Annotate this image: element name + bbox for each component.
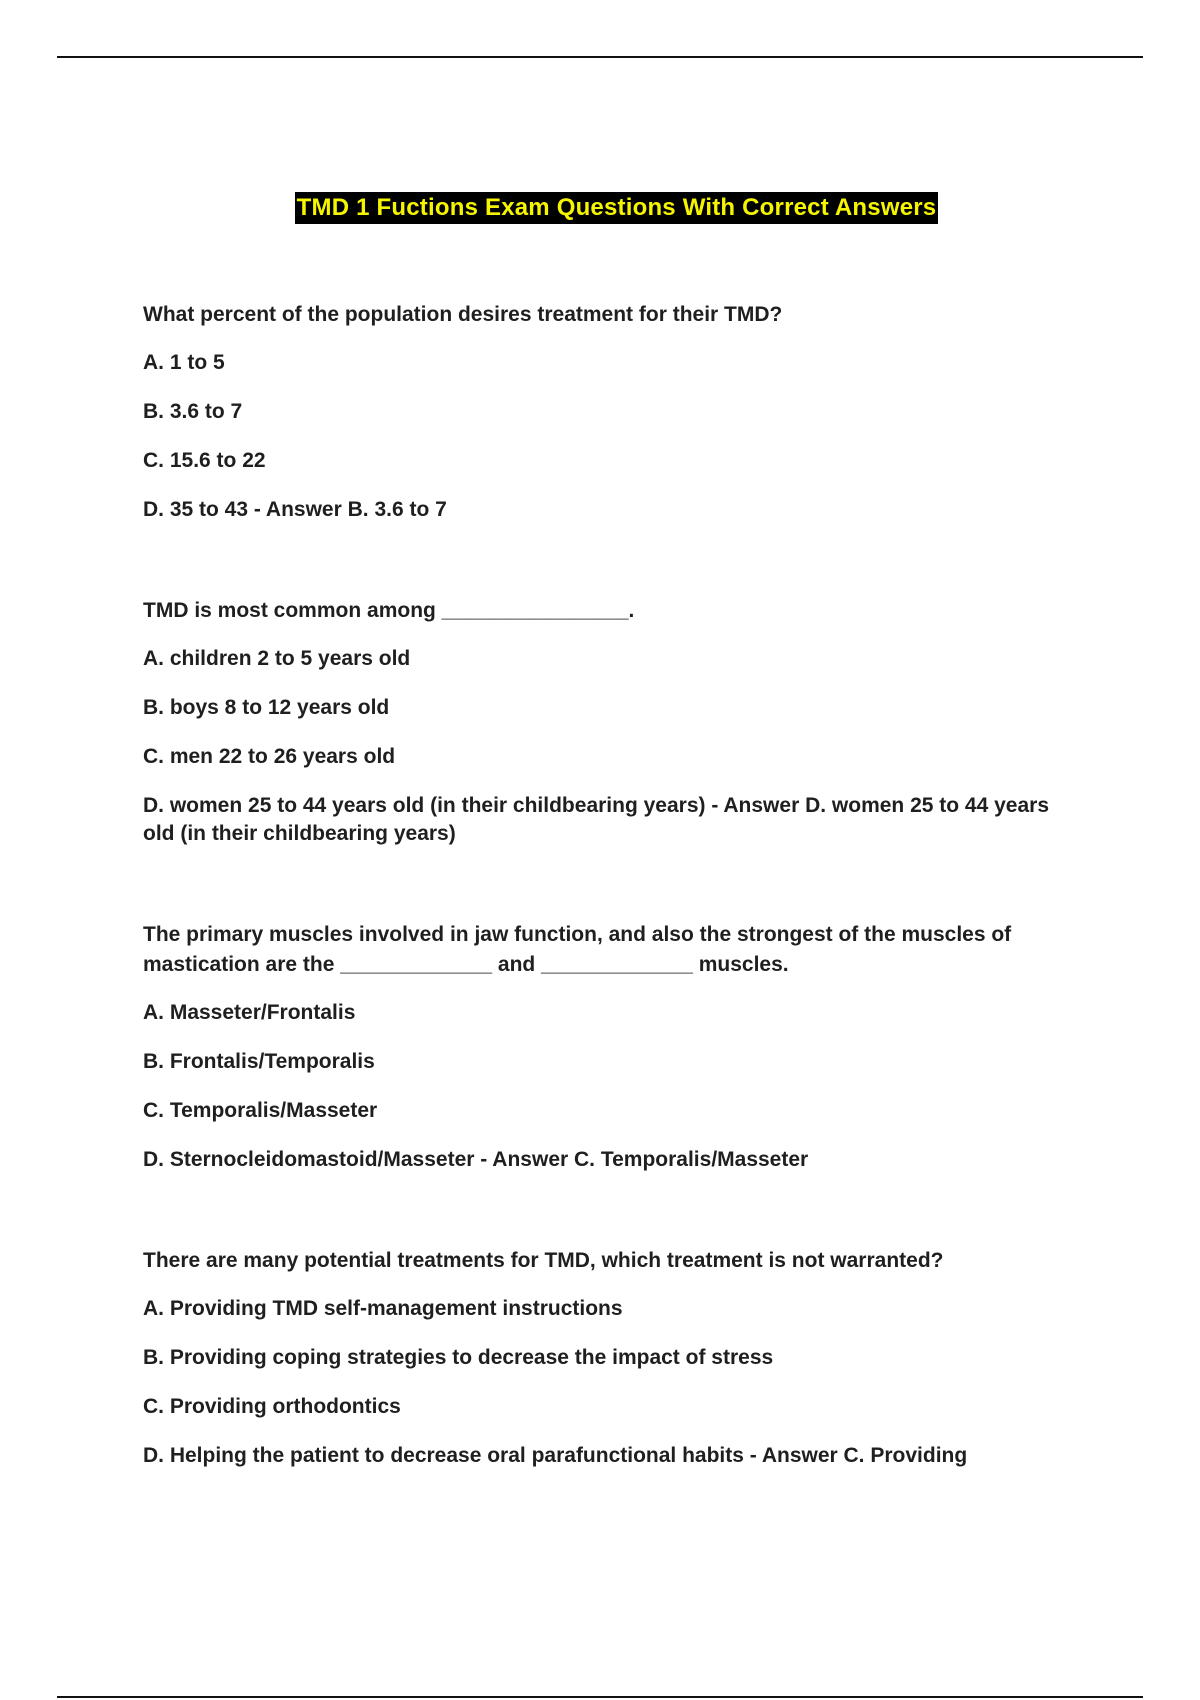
question-text: What percent of the population desires treatment for their TMD? xyxy=(143,303,783,326)
option-c: C. Providing orthodontics xyxy=(143,1395,401,1418)
option-a: A. children 2 to 5 years old xyxy=(143,647,411,670)
question-text: TMD is most common among ________________. xyxy=(143,599,635,622)
document-body xyxy=(143,300,1073,1542)
option-b: B. boys 8 to 12 years old xyxy=(143,696,390,719)
option-d-with-answer: D. women 25 to 44 years old (in their childbearing years) - Answer D. women 25 to 44 years old (in their childbearing years) xyxy=(143,794,1050,845)
option-c: C. Temporalis/Masseter xyxy=(143,1099,378,1122)
option-d-with-answer: D. Sternocleidomastoid/Masseter - Answer C. Temporalis/Masseter xyxy=(143,1148,809,1171)
question-text: The primary muscles involved in jaw function, and also the strongest of the muscles of mastication are the _____________ and _____________ muscles. xyxy=(143,923,1012,976)
option-a: A. Masseter/Frontalis xyxy=(143,1001,356,1024)
option-c: C. 15.6 to 22 xyxy=(143,449,266,472)
option-c: C. men 22 to 26 years old xyxy=(143,745,396,768)
option-b: B. 3.6 to 7 xyxy=(143,400,243,423)
question-block-2 xyxy=(143,596,1073,848)
question-block-4 xyxy=(143,1246,1073,1470)
title-container xyxy=(0,192,1200,224)
option-b: B. Providing coping strategies to decrease the impact of stress xyxy=(143,1346,774,1369)
question-text: There are many potential treatments for TMD, which treatment is not warranted? xyxy=(143,1249,944,1272)
option-a: A. Providing TMD self-management instructions xyxy=(143,1297,623,1320)
question-block-1 xyxy=(143,300,1073,524)
question-block-3 xyxy=(143,920,1073,1174)
bottom-rule xyxy=(57,1696,1143,1698)
document-title: TMD 1 Fuctions Exam Questions With Correct Answers xyxy=(295,192,939,224)
option-a: A. 1 to 5 xyxy=(143,351,225,374)
top-rule xyxy=(57,56,1143,58)
option-d-with-answer: D. Helping the patient to decrease oral parafunctional habits - Answer C. Providing xyxy=(143,1444,968,1467)
option-b: B. Frontalis/Temporalis xyxy=(143,1050,375,1073)
option-d-with-answer: D. 35 to 43 - Answer B. 3.6 to 7 xyxy=(143,498,447,521)
